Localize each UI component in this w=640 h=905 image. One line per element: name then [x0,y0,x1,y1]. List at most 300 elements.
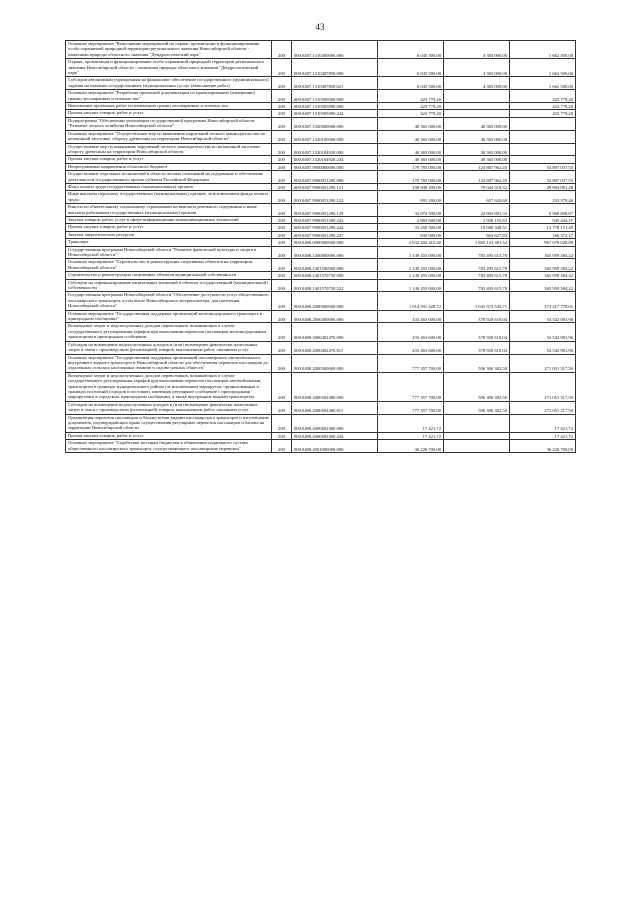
row-name-text: Непрограммные направления областного бюджета [68,163,168,169]
row-classification-code-text: 000.0407.1310400000.000 [294,52,344,58]
table-row [66,440,576,453]
row-approved-amount-text: 830 000,00 [420,232,441,238]
row-code-group-cell [272,183,292,190]
row-classification-code-cell [292,183,378,190]
row-name-cell [66,90,272,103]
row-classification-code-text: 000.0408.1401570750.522 [294,286,344,292]
row-unexecuted-amount-cell [510,292,576,310]
row-approved-amount-text: 6 045 500,00 [416,52,441,58]
row-approved-amount-cell [378,440,444,453]
row-classification-code-cell [292,354,378,372]
row-name-text: Организация перевозок пассажиров и багажа всеми видами пассажирского транспорта и изготовление документов, подтверждающих право осуществления регулярных перевозок пассажиров и багажа на территории Новосибирской области [68,414,269,431]
row-classification-code-text: 000.0407.9900000000.000 [294,164,344,170]
row-executed-amount-cell [444,183,510,190]
row-approved-amount-cell [378,432,444,439]
row-unexecuted-amount-cell [510,341,576,354]
row-approved-amount-cell [378,163,444,170]
row-approved-amount-text: 1 614 591 328,72 [408,304,441,310]
row-executed-amount-text: 40 365 000,00 [480,157,507,163]
row-unexecuted-amount-text: 423 779,20 [552,111,573,117]
row-code-group-text: 200 [278,177,285,183]
row-name-text: Фонд оплаты труда государственных (муниципальных) органов [68,183,193,189]
row-unexecuted-amount-text: 945 444,37 [552,217,573,223]
row-unexecuted-amount-cell [510,246,576,259]
row-approved-amount-cell [378,90,444,103]
table-row [66,310,576,323]
row-name-cell [66,183,272,190]
row-code-group-cell [272,143,292,156]
row-approved-amount-cell [378,401,444,414]
row-code-group-cell [272,163,292,170]
row-code-group-cell [272,440,292,453]
row-approved-amount-text: 423 779,20 [420,104,441,110]
row-name-cell [66,354,272,372]
page-number: 43 [315,22,325,32]
row-classification-code-text: 000.0408.2000502480.000 [294,395,344,401]
row-classification-code-text: 000.0408.2001000000.000 [294,446,344,452]
row-name-text: Осуществление мер по выявлению нарушений лесного законодательства по незаконной заготовке, обороту древесины на территории Новосибирской области [68,143,261,154]
table-row [66,41,576,59]
row-unexecuted-amount-cell [510,130,576,143]
row-executed-amount-text: 124 887 962,45 [478,164,507,170]
row-name-cell [66,440,272,453]
row-unexecuted-amount-text: 365 959 384,22 [544,273,573,279]
row-name-cell [66,239,272,246]
row-approved-amount-text: 17 421,72 [422,433,441,439]
row-code-group-text: 200 [278,317,285,323]
row-code-group-text: 200 [278,286,285,292]
row-name-cell [66,216,272,223]
row-executed-amount-cell [444,143,510,156]
row-approved-amount-cell [378,103,444,110]
row-unexecuted-amount-text: 233 579,40 [552,197,573,203]
row-executed-amount-cell [444,414,510,432]
row-executed-amount-text: 378 920 618,04 [478,348,507,354]
row-executed-amount-cell [444,292,510,310]
row-unexecuted-amount-text: 54 542 981,96 [546,348,573,354]
row-approved-amount-text: 40 365 000,00 [414,124,441,130]
row-approved-amount-cell [378,246,444,259]
table-row [66,171,576,184]
row-classification-code-cell [292,323,378,341]
row-name-cell [66,231,272,238]
row-code-group-cell [272,59,292,77]
row-classification-code-text: 000.0407.9900051290.000 [294,177,344,183]
row-approved-amount-cell [378,183,444,190]
table-row [66,191,576,204]
row-classification-code-cell [292,171,378,184]
row-executed-amount-text: 663 627,83 [486,232,507,238]
row-executed-amount-text: 783 495 615,78 [478,286,507,292]
row-approved-amount-text: 423 779,20 [420,96,441,102]
row-unexecuted-amount-text: 36 226 700,00 [546,446,573,452]
row-code-group-text: 200 [278,273,285,279]
row-classification-code-text: 000.0407.1310505890.000 [294,104,344,110]
row-approved-amount-cell [378,341,444,354]
row-code-group-cell [272,310,292,323]
row-approved-amount-text: 40 365 000,00 [414,137,441,143]
row-code-group-text: 200 [278,149,285,155]
row-executed-amount-cell [444,246,510,259]
row-executed-amount-cell [444,354,510,372]
row-name-text: Выполнение проектных работ по изменению границ лесопарковых и зеленых зон [68,103,228,109]
row-approved-amount-text: 2 883 600,00 [416,217,441,223]
row-executed-amount-text: 378 920 618,04 [478,335,507,341]
row-code-group-cell [272,191,292,204]
row-classification-code-cell [292,117,378,130]
row-code-group-cell [272,414,292,432]
row-unexecuted-amount-text: 1 662 500,00 [548,52,573,58]
row-executed-amount-text: 1 865 123 381,52 [474,240,507,246]
row-classification-code-cell [292,239,378,246]
row-unexecuted-amount-text: 271 051 317,50 [544,408,573,414]
row-executed-amount-text: 783 495 615,78 [478,265,507,271]
row-approved-amount-text: 40 365 000,00 [414,157,441,163]
row-classification-code-cell [292,432,378,439]
row-executed-amount-cell [444,279,510,292]
row-classification-code-text: 000.0408.1401500000.000 [294,265,344,271]
row-code-group-text: 200 [278,157,285,163]
row-unexecuted-amount-cell [510,77,576,90]
row-approved-amount-cell [378,59,444,77]
row-name-text: Прочая закупка товаров, работ и услуг [68,432,144,438]
row-approved-amount-text: 1 149 455 000,00 [408,286,441,292]
row-classification-code-text: 000.0407.1320100000.000 [294,137,344,143]
row-code-group-text: 200 [278,137,285,143]
row-unexecuted-amount-cell [510,41,576,59]
row-unexecuted-amount-text: 166 372,17 [552,232,573,238]
row-approved-amount-text: 6 045 500,00 [416,71,441,77]
table-row [66,279,576,292]
row-executed-amount-text: 124 887 962,45 [478,177,507,183]
row-approved-amount-text: 1 149 455 000,00 [408,265,441,271]
row-unexecuted-amount-text: 54 542 981,96 [546,317,573,323]
row-classification-code-cell [292,414,378,432]
row-name-text: Прочая закупка товаров, работ и услуг [68,224,144,230]
row-name-cell [66,204,272,217]
row-approved-amount-text: 17 421,72 [422,426,441,432]
row-approved-amount-cell [378,372,444,401]
row-code-group-text: 200 [278,446,285,452]
row-name-text: Государственная программа Новосибирской области "Развитие физической культуры и спорта в Новосибирской области" [68,246,257,257]
row-code-group-text: 200 [278,408,285,414]
row-classification-code-cell [292,216,378,223]
row-name-text: Осуществление отдельных полномочий в области лесных отношений на содержание и обеспечение деятельности государственного органа субъекта Российской Федерации [68,171,264,182]
row-executed-amount-text: 506 306 382,50 [478,395,507,401]
row-name-text: Закупка энергетических ресурсов [68,231,134,237]
row-code-group-text: 200 [278,225,285,231]
row-name-text: Взносы по обязательному социальному страхованию на выплаты денежного содержания и иные выплаты работникам государственных (муниципальных) органов [68,204,257,215]
table-row [66,204,576,217]
row-executed-amount-text: 22 903 891,33 [480,210,507,216]
row-classification-code-cell [292,401,378,414]
row-approved-amount-cell [378,204,444,217]
row-unexecuted-amount-text: 54 542 981,96 [546,335,573,341]
row-classification-code-cell [292,191,378,204]
row-classification-code-text: 000.0408.2000602490.000 [294,426,344,432]
row-executed-amount-text: 506 306 382,50 [478,408,507,414]
row-name-text: Основное мероприятие "Государственная поддержка организаций железнодорожного транспорта в пригородном сообщении" [68,310,262,322]
table-row [66,272,576,279]
row-executed-amount-text: 4 383 000,00 [482,71,507,77]
row-unexecuted-amount-cell [510,224,576,231]
row-name-cell [66,117,272,130]
table-row [66,103,576,110]
row-classification-code-cell [292,440,378,453]
row-unexecuted-amount-cell [510,163,576,170]
table-row [66,117,576,130]
row-code-group-cell [272,259,292,272]
row-classification-code-cell [292,272,378,279]
row-executed-amount-cell [444,323,510,341]
row-name-text: Иные выплаты персоналу государственных (муниципальных) органов, за исключением фонда оплаты труда [68,191,268,202]
row-approved-amount-text: 179 785 000,00 [412,177,441,183]
row-approved-amount-cell [378,310,444,323]
row-code-group-text: 200 [278,217,285,223]
row-name-cell [66,323,272,341]
row-code-group-cell [272,292,292,310]
table-row [66,292,576,310]
table-row [66,77,576,90]
row-classification-code-cell [292,163,378,170]
row-classification-code-text: 000.0407.1310407850.621 [294,83,344,89]
row-name-cell [66,432,272,439]
row-executed-amount-cell [444,171,510,184]
row-code-group-cell [272,117,292,130]
row-unexecuted-amount-cell [510,143,576,156]
row-classification-code-cell [292,341,378,354]
row-executed-amount-cell [444,59,510,77]
row-unexecuted-amount-cell [510,239,576,246]
table-row [66,246,576,259]
row-code-group-cell [272,77,292,90]
table-row [66,110,576,117]
row-classification-code-cell [292,103,378,110]
row-classification-code-cell [292,279,378,292]
row-approved-amount-text: 32 872 500,00 [414,210,441,216]
row-name-text: Строительство и реконструкция спортивных объектов муниципальной собственности [68,272,237,278]
row-name-text: Государственная программа Новосибирской области "Обеспечение доступности услуг общественного пассажирского транспорта, в том числе Новосибирского метрополитена, для населения Новосибирской области" [68,292,269,309]
row-name-cell [66,401,272,414]
row-unexecuted-amount-cell [510,259,576,272]
row-unexecuted-amount-text: 271 051 317,50 [544,395,573,401]
row-name-cell [66,259,272,272]
row-code-group-cell [272,171,292,184]
row-classification-code-cell [292,246,378,259]
row-unexecuted-amount-text: 365 959 384,22 [544,265,573,271]
row-unexecuted-amount-cell [510,323,576,341]
row-code-group-text: 200 [278,96,285,102]
row-executed-amount-text: 79 044 318,52 [480,184,507,190]
table-row [66,90,576,103]
row-approved-amount-cell [378,41,444,59]
row-name-cell [66,103,272,110]
row-approved-amount-text: 433 463 600,00 [412,317,441,323]
row-name-cell [66,224,272,231]
row-classification-code-text: 000.0407.1310500000.000 [294,96,344,102]
row-executed-amount-cell [444,77,510,90]
row-executed-amount-cell [444,341,510,354]
row-executed-amount-cell [444,156,510,163]
row-name-text: Прочая закупка товаров, работ и услуг [68,156,144,162]
row-name-text: Возмещение затрат и недополученных доходов перевозчиков, возникающих в случае государственного регулирования тарифов при выполнении перевозок пассажиров автомобильным транспортом в границах муниципального района (за исключением маршрутов, организованных в границах поселений (городов и поселков), имеющих регулярное сообщение с пригородными маршрутами) в городском, пригородном сообщении, а также внутренним водным транспортом [68,372,261,400]
row-classification-code-text: 000.0408.1400000000.000 [294,253,344,258]
row-approved-amount-cell [378,231,444,238]
row-executed-amount-text: 783 495 615,78 [478,273,507,279]
row-code-group-cell [272,130,292,143]
row-classification-code-text: 000.0407.1320104920.000 [294,149,344,155]
row-name-text: Закупка товаров, работ, услуг в сфере информационно-коммуникационных технологий [68,216,239,222]
row-name-cell [66,110,272,117]
row-name-cell [66,246,272,259]
row-approved-amount-cell [378,130,444,143]
row-unexecuted-amount-text: 17 421,72 [554,433,573,439]
table-row [66,372,576,401]
row-code-group-cell [272,401,292,414]
table-row [66,59,576,77]
row-executed-amount-cell [444,204,510,217]
row-classification-code-text: 000.0407.9900051290.244 [294,225,344,231]
row-unexecuted-amount-text: 1 662 500,00 [548,71,573,77]
row-unexecuted-amount-cell [510,372,576,401]
row-code-group-cell [272,231,292,238]
table-row [66,341,576,354]
row-executed-amount-cell [444,103,510,110]
row-approved-amount-text: 1 149 455 000,00 [408,253,441,258]
table-row [66,231,576,238]
row-code-group-cell [272,323,292,341]
row-name-text: Субсидии автономным учреждениям на финансовое обеспечение государственного (муниципального) задания на оказание государственных (муниципальных) услуг (выполнение работ) [68,77,269,88]
table-row [66,183,576,190]
row-code-group-cell [272,103,292,110]
row-executed-amount-text: 40 365 000,00 [480,149,507,155]
row-code-group-text: 200 [278,71,285,77]
row-classification-code-cell [292,204,378,217]
row-unexecuted-amount-cell [510,272,576,279]
row-executed-amount-cell [444,130,510,143]
row-unexecuted-amount-text: 54 897 037,55 [546,164,573,170]
row-unexecuted-amount-cell [510,231,576,238]
row-code-group-cell [272,432,292,439]
table-row [66,163,576,170]
row-classification-code-text: 000.0407.9900051290.122 [294,197,344,203]
row-unexecuted-amount-text: 365 959 384,22 [544,286,573,292]
row-unexecuted-amount-cell [510,59,576,77]
budget-execution-table [65,40,576,453]
row-classification-code-text: 000.0407.1310505890.244 [294,111,344,117]
row-approved-amount-text: 179 785 000,00 [412,164,441,170]
row-name-text: Основное мероприятие "Осуществление мер по выявлению нарушений лесного законодательства по незаконной заготовке, обороту древесины на территории Новосибирской области" [68,130,266,142]
row-code-group-text: 200 [278,52,285,58]
row-code-group-cell [272,110,292,117]
row-classification-code-text: 000.0408.2000602490.244 [294,433,344,439]
row-unexecuted-amount-cell [510,354,576,372]
row-unexecuted-amount-text: 17 421,72 [554,426,573,432]
row-name-text: Основное мероприятие "Содействие местным бюджетам в обновлении подвижного состава общественного пассажирского транспорта, осуществляющего пассажирские перевозки" [68,440,248,451]
row-approved-amount-text: 6 045 500,00 [416,83,441,89]
row-executed-amount-cell [444,216,510,223]
row-unexecuted-amount-cell [510,310,576,323]
row-name-text: Основное мероприятие "Государственная поддержка организаций пассажирского автомобильного, внутреннего водного транспорта в Новосибирской области для обеспечения перевозок пассажиров до отдаленных сельских населенных пунктов и садово-дачных обществ" [68,354,268,371]
row-code-group-cell [272,90,292,103]
table-row [66,259,576,272]
row-unexecuted-amount-text: 967 079 028,88 [544,240,573,246]
row-code-group-text: 200 [278,426,285,432]
row-classification-code-cell [292,143,378,156]
row-classification-code-cell [292,77,378,90]
row-code-group-text: 200 [278,83,285,89]
table-row [66,401,576,414]
row-approved-amount-text: 891 200,00 [420,197,441,203]
row-name-cell [66,279,272,292]
row-classification-code-cell [292,156,378,163]
row-code-group-cell [272,41,292,59]
row-executed-amount-cell [444,401,510,414]
row-approved-amount-cell [378,156,444,163]
row-executed-amount-cell [444,41,510,59]
row-name-cell [66,59,272,77]
row-name-text: Возмещение затрат и недополученных доходов перевозчиков, возникающих в случае государственного регулирования тарифов при выполнении перевозок пассажиров железнодорожным транспортом в пригородном сообщении [68,323,267,340]
row-unexecuted-amount-cell [510,279,576,292]
row-code-group-text: 200 [278,124,285,130]
row-classification-code-cell [292,90,378,103]
row-unexecuted-amount-text: 573 217 778,01 [544,304,573,310]
row-name-text: Основное мероприятие "Разработка проектной документации по проектированию (изменению) границ лесопарковых и зеленых зон" [68,90,256,101]
row-code-group-cell [272,272,292,279]
row-classification-code-text: 000.0408.2000402470.000 [294,335,344,341]
row-unexecuted-amount-cell [510,171,576,184]
row-approved-amount-cell [378,414,444,432]
row-code-group-text: 200 [278,265,285,271]
row-code-group-text: 200 [278,240,285,246]
row-classification-code-text: 000.0408.2000000000.000 [294,304,344,310]
row-name-cell [66,163,272,170]
row-unexecuted-amount-cell [510,156,576,163]
row-approved-amount-cell [378,216,444,223]
row-code-group-text: 200 [278,184,285,190]
row-code-group-text: 200 [278,395,285,401]
row-approved-amount-cell [378,77,444,90]
row-name-cell [66,171,272,184]
row-name-cell [66,414,272,432]
row-code-group-cell [272,204,292,217]
row-classification-code-text: 000.0407.9900051290.129 [294,210,344,216]
row-approved-amount-text: 33 458 500,00 [414,225,441,231]
row-classification-code-text: 000.0408.2000400000.000 [294,317,344,323]
row-executed-amount-cell [444,117,510,130]
row-unexecuted-amount-text: 1 662 500,00 [548,83,573,89]
row-name-cell [66,341,272,354]
row-unexecuted-amount-text: 54 897 037,55 [546,177,573,183]
row-classification-code-text: 000.0407.1310407850.000 [294,71,344,77]
row-unexecuted-amount-cell [510,204,576,217]
row-unexecuted-amount-cell [510,432,576,439]
row-name-text: Транспорт [68,239,89,245]
table-row [66,432,576,439]
row-classification-code-cell [292,59,378,77]
row-name-cell [66,41,272,59]
row-name-text: Основное мероприятие "Строительство и реконструкция спортивных объектов на территории Новосибирской области" [68,259,253,270]
row-executed-amount-cell [444,163,510,170]
row-name-text: Субсидии на возмещение недополученных доходов и (или) возмещение фактически понесенных затрат в связи с производством (реализацией) товаров, выполнением работ, оказанием услуг [68,341,258,353]
row-name-cell [66,372,272,401]
row-code-group-text: 200 [278,197,285,203]
row-classification-code-text: 000.0408.2000402470.811 [294,348,344,354]
row-executed-amount-text: 4 383 000,00 [482,83,507,89]
row-classification-code-text: 000.0407.9900051290.121 [294,184,344,190]
row-approved-amount-text: 777 357 700,00 [412,395,441,401]
row-unexecuted-amount-text: 271 051 317,50 [544,366,573,372]
